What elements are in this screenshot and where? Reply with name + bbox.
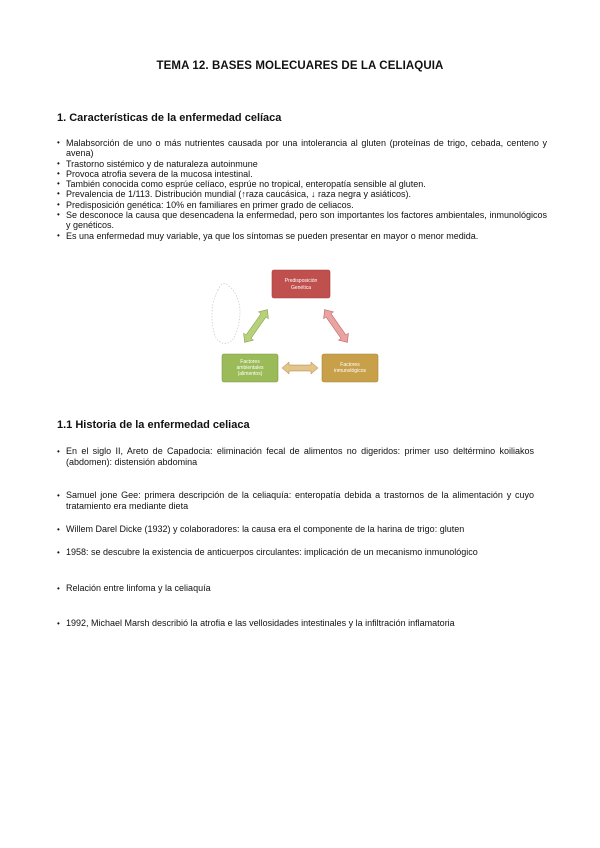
list-item: • Trastorno sistémico y de naturaleza autoinmune (57, 159, 547, 169)
box-text: Predisposición (284, 278, 318, 284)
double-arrow-pink (320, 306, 353, 346)
double-arrow-tan (282, 362, 318, 374)
list-item: • Se desconoce la causa que desencadena la enfermedad, pero son importantes los factores ambientales, inmunológicos y genéticos. (57, 210, 547, 231)
box-text: ambientales (236, 365, 264, 371)
list-item: • En el siglo II, Areto de Capadocia: eliminación fecal de alimentos no digeridos: primer uso deltérmino koiliakos (abdomen): distensión abdomina (57, 446, 534, 468)
box-text: Genética (290, 285, 312, 291)
box-text: Factores (340, 362, 360, 368)
causes-cycle-diagram (200, 262, 380, 392)
section-heading-historia: 1.1 Historia de la enfermedad celiaca (57, 419, 250, 431)
list-item: • Willem Darel Dicke (1932) y colaboradores: la causa era el componente de la harina de trigo: gluten (57, 524, 534, 535)
page-title: TEMA 12. BASES MOLECUARES DE LA CELIAQUIA (156, 60, 444, 72)
list-item: • Predisposición genética: 10% en familiares en primer grado de celiacos. (57, 200, 547, 210)
list-item: • Samuel jone Gee: primera descripción de la celiaquía: enteropatía debida a trastornos de la alimentación y cuyo tratamiento era mediante dieta (57, 490, 534, 512)
list-item: • Prevalencia de 1/113. Distribución mundial (↑raza caucásica, ↓ raza negra y asiáticos). (57, 189, 547, 199)
list-item: • Malabsorción de uno o más nutrientes causada por una intolerancia al gluten (proteínas de trigo, cebada, centeno y avena) (57, 138, 547, 159)
box-text: inmunológicos (334, 368, 366, 374)
box-text: (alimentos) (237, 371, 263, 377)
box-predisposicion-genetica (272, 270, 330, 298)
box-text: Factores (240, 359, 260, 365)
list-item: • Provoca atrofia severa de la mucosa intestinal. (57, 169, 547, 179)
list-item: • 1992, Michael Marsh describió la atrofia e las vellosidades intestinales y la infiltración inflamatoria (57, 618, 534, 629)
list-item: • También conocida como esprúe celíaco, esprúe no tropical, enteropatía sensible al gluten. (57, 179, 547, 189)
characteristics-list (57, 138, 547, 241)
dashed-outline-shape (212, 283, 240, 343)
section-heading-caracteristicas: 1. Características de la enfermedad celíaca (57, 112, 282, 124)
list-item: • Relación entre linfoma y la celiaquía (57, 583, 534, 594)
list-item: • 1958: se descubre la existencia de anticuerpos circulantes: implicación de un mecanismo inmunológico (57, 547, 534, 558)
list-item: • Es una enfermedad muy variable, ya que los síntomas se pueden presentar en mayor o menor medida. (57, 231, 547, 241)
double-arrow-green (240, 306, 273, 346)
